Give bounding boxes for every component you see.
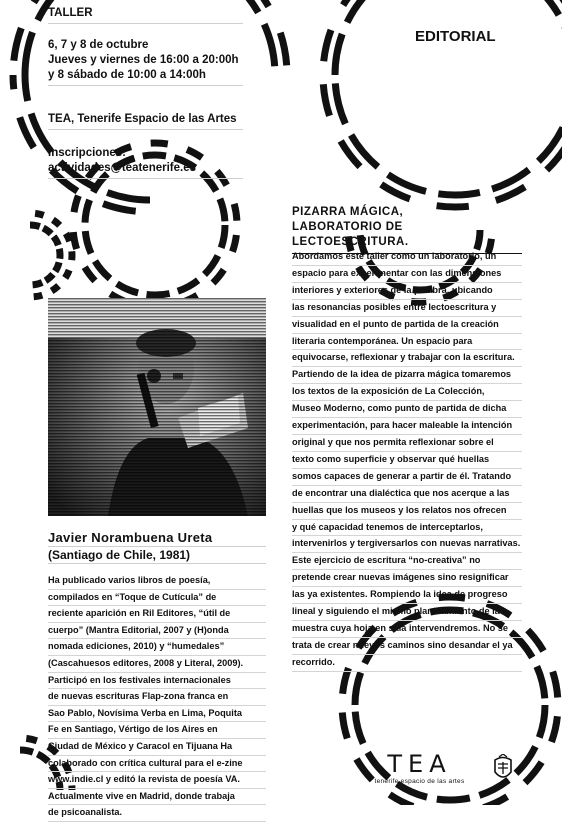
description-line: recorrido. xyxy=(292,655,522,672)
description-line: interiores y exteriores de la palabra, ubicando xyxy=(292,283,522,300)
bio-line: Sao Pablo, Novísima Verba en Lima, Poquita xyxy=(48,706,266,723)
arc-segment xyxy=(13,75,14,89)
arc-segment xyxy=(213,270,224,283)
tea-logo xyxy=(362,752,477,785)
arc-segment xyxy=(35,213,44,215)
description-line: literaria contemporánea. Un espacio para xyxy=(292,334,522,351)
arc-segment xyxy=(233,235,237,252)
arc-segment xyxy=(355,673,361,706)
arc-segment xyxy=(264,24,275,66)
arc-segment xyxy=(73,232,76,249)
arc-segment xyxy=(335,83,345,123)
arc-segment xyxy=(33,282,43,285)
arc-segment xyxy=(324,30,331,61)
cabildo-emblem-icon xyxy=(492,754,514,784)
description-line: original y que nos permita reflexionar sobre el xyxy=(292,435,522,452)
signup-label: Inscripciones: xyxy=(48,146,243,161)
bio-line: www.indie.cl y editó la revista de poesía VA. xyxy=(48,772,266,789)
arc-segment xyxy=(323,84,329,116)
description-line: pretende crear nuevas imágenes sino resignificar xyxy=(292,570,522,587)
event-label: TALLER xyxy=(48,6,243,24)
event-dates: 6, 7 y 8 de octubre xyxy=(48,38,243,53)
bio-line: compilados en “Toque de Cutícula” de xyxy=(48,590,266,607)
arc-segment xyxy=(53,220,60,226)
arc-segment xyxy=(342,713,347,739)
arc-segment xyxy=(54,237,59,246)
arc-segment xyxy=(103,204,136,212)
bio-line: Participó en los festivales internacionales xyxy=(48,673,266,690)
event-info xyxy=(48,6,243,179)
arc-segment xyxy=(437,798,470,800)
bio-line: (Cascahuesos editores, 2008 y Literal, 2009). xyxy=(48,656,266,673)
arc-segment xyxy=(85,231,91,253)
arc-segment xyxy=(178,280,198,291)
description-line: las resonancias posibles entre lectoescritura y xyxy=(292,300,522,317)
description-line: intervenirlos y tergiversarlos con nuevas narrativas. xyxy=(292,536,522,553)
description-line: experimentación, para hacer maleable la intención xyxy=(292,418,522,435)
arc-segment xyxy=(390,795,414,806)
arc-segment xyxy=(85,267,95,281)
event-schedule-1: Jueves y viernes de 16:00 a 20:00h xyxy=(48,53,243,68)
description-line: de encontrar una dialéctica que nos acerque a las xyxy=(292,486,522,503)
bio-line: de nuevas escrituras Flap-zona franca en xyxy=(48,689,266,706)
bio-line: Actualmente vive en Madrid, donde trabaja xyxy=(48,789,266,806)
arc-segment xyxy=(220,199,225,222)
arc-segment xyxy=(552,716,558,742)
title-line-2: LABORATORIO DE LECTOESCRITURA. xyxy=(292,220,522,254)
arc-segment xyxy=(95,261,110,279)
arc-segment xyxy=(553,672,558,698)
arc-segment xyxy=(34,295,43,297)
event-venue: TEA, Tenerife Espacio de las Artes xyxy=(48,112,243,130)
bio-line: cuerpo” (Mantra Editorial, 2007 y (H)onda xyxy=(48,623,266,640)
arc-segment xyxy=(66,233,70,241)
description-line: Abordamos este taller como un laboratorio, un xyxy=(292,249,522,266)
bio-line: colaborado con crítica cultural para el e-zine xyxy=(48,756,266,773)
arc-segment xyxy=(65,270,69,278)
tea-logo-subtitle: tenerife espacio de las artes xyxy=(362,778,477,785)
bio-line: reciente aparición en Ril Editores, “útil de xyxy=(48,606,266,623)
arc-segment xyxy=(117,284,138,293)
arc-segment xyxy=(25,32,33,75)
author-origin: (Santiago de Chile, 1981) xyxy=(48,547,266,564)
description-line: espacio para experimentar con las dimensiones xyxy=(292,266,522,283)
arc-segment xyxy=(438,192,480,195)
author-block xyxy=(48,530,266,564)
arc-segment xyxy=(347,0,372,22)
arc-segment xyxy=(30,225,40,227)
description-line: texto como superficie y observar qué huellas xyxy=(292,452,522,469)
bio-line: Fe en Santiago, Vértigo de los Aires en xyxy=(48,722,266,739)
arc-segment xyxy=(280,33,286,66)
arc-segment xyxy=(539,705,545,738)
description-line: las ya existentes. Rompiendo la idea de progreso xyxy=(292,587,522,604)
arc-segment xyxy=(43,228,51,234)
arc-segment xyxy=(234,204,237,221)
arc-segment xyxy=(55,262,59,271)
description-line: huellas que los museos y los relatos nos ofrecen xyxy=(292,503,522,520)
arc-segment xyxy=(147,294,170,296)
arc-segment xyxy=(74,196,78,213)
description-line: Este ejercicio de escritura “no-creativa” no xyxy=(292,553,522,570)
arc-segment xyxy=(343,668,349,694)
arc-segment xyxy=(20,750,33,752)
arc-segment xyxy=(107,193,150,201)
description-line: visualidad en el punto de partida de la creación xyxy=(292,317,522,334)
title-block xyxy=(292,205,522,254)
category-label: EDITORIAL xyxy=(415,28,496,45)
description-line: los textos de la exposición de La Colección, xyxy=(292,384,522,401)
arc-segment xyxy=(532,0,559,15)
description-line: muestra cuya hoja en sala intervendremos. No se xyxy=(292,621,522,638)
bio-line: nomada ediciones, 2010) y “humedales” xyxy=(48,639,266,656)
description-line: lineal y siguiendo el mismo planteamiento de la xyxy=(292,604,522,621)
signup-email[interactable]: actividades@teatenerife.es xyxy=(48,161,243,179)
description-line: Museo Moderno, como punto de partida de dicha xyxy=(292,401,522,418)
arc-segment xyxy=(59,249,60,259)
author-name: Javier Norambuena Ureta xyxy=(48,530,266,547)
description-line: equivocarse, reflexionar y trabajar con la escritura. xyxy=(292,350,522,367)
description-line: trata de crear nuevos caminos sino desandar el ya xyxy=(292,638,522,655)
arc-segment xyxy=(26,738,37,740)
arc-segment xyxy=(52,286,59,291)
arc-segment xyxy=(537,666,545,698)
arc-segment xyxy=(38,754,49,762)
title-line-1: PIZARRA MÁGICA, xyxy=(292,205,522,220)
bio-line: Ha publicado varios libros de poesía, xyxy=(48,573,266,590)
arc-segment xyxy=(46,274,54,280)
description-line: y qué capacidad tenemos de interceptarlos, xyxy=(292,520,522,537)
arc-segment xyxy=(85,200,90,223)
description-line: Partiendo de la idea de pizarra mágica tomaremos xyxy=(292,367,522,384)
author-photo xyxy=(48,298,266,516)
bio-line: de psicoanalista. xyxy=(48,805,266,822)
tea-logo-mark: TEA xyxy=(362,752,477,776)
description-line: somos capaces de generar a partir de él. Tratando xyxy=(292,469,522,486)
event-schedule-2: y 8 sábado de 10:00 a 14:00h xyxy=(48,68,243,86)
arc-segment xyxy=(483,797,507,805)
arc-segment xyxy=(14,28,21,61)
arc-segment xyxy=(221,225,225,248)
arc-segment xyxy=(205,256,218,275)
arc-segment xyxy=(335,34,342,75)
arc-segment xyxy=(25,75,28,101)
bio-line: Ciudad de México y Caracol en Tijuana Ha xyxy=(48,739,266,756)
arc-segment xyxy=(397,784,427,797)
description xyxy=(292,249,522,672)
bio xyxy=(48,573,266,822)
arc-segment xyxy=(355,712,363,744)
